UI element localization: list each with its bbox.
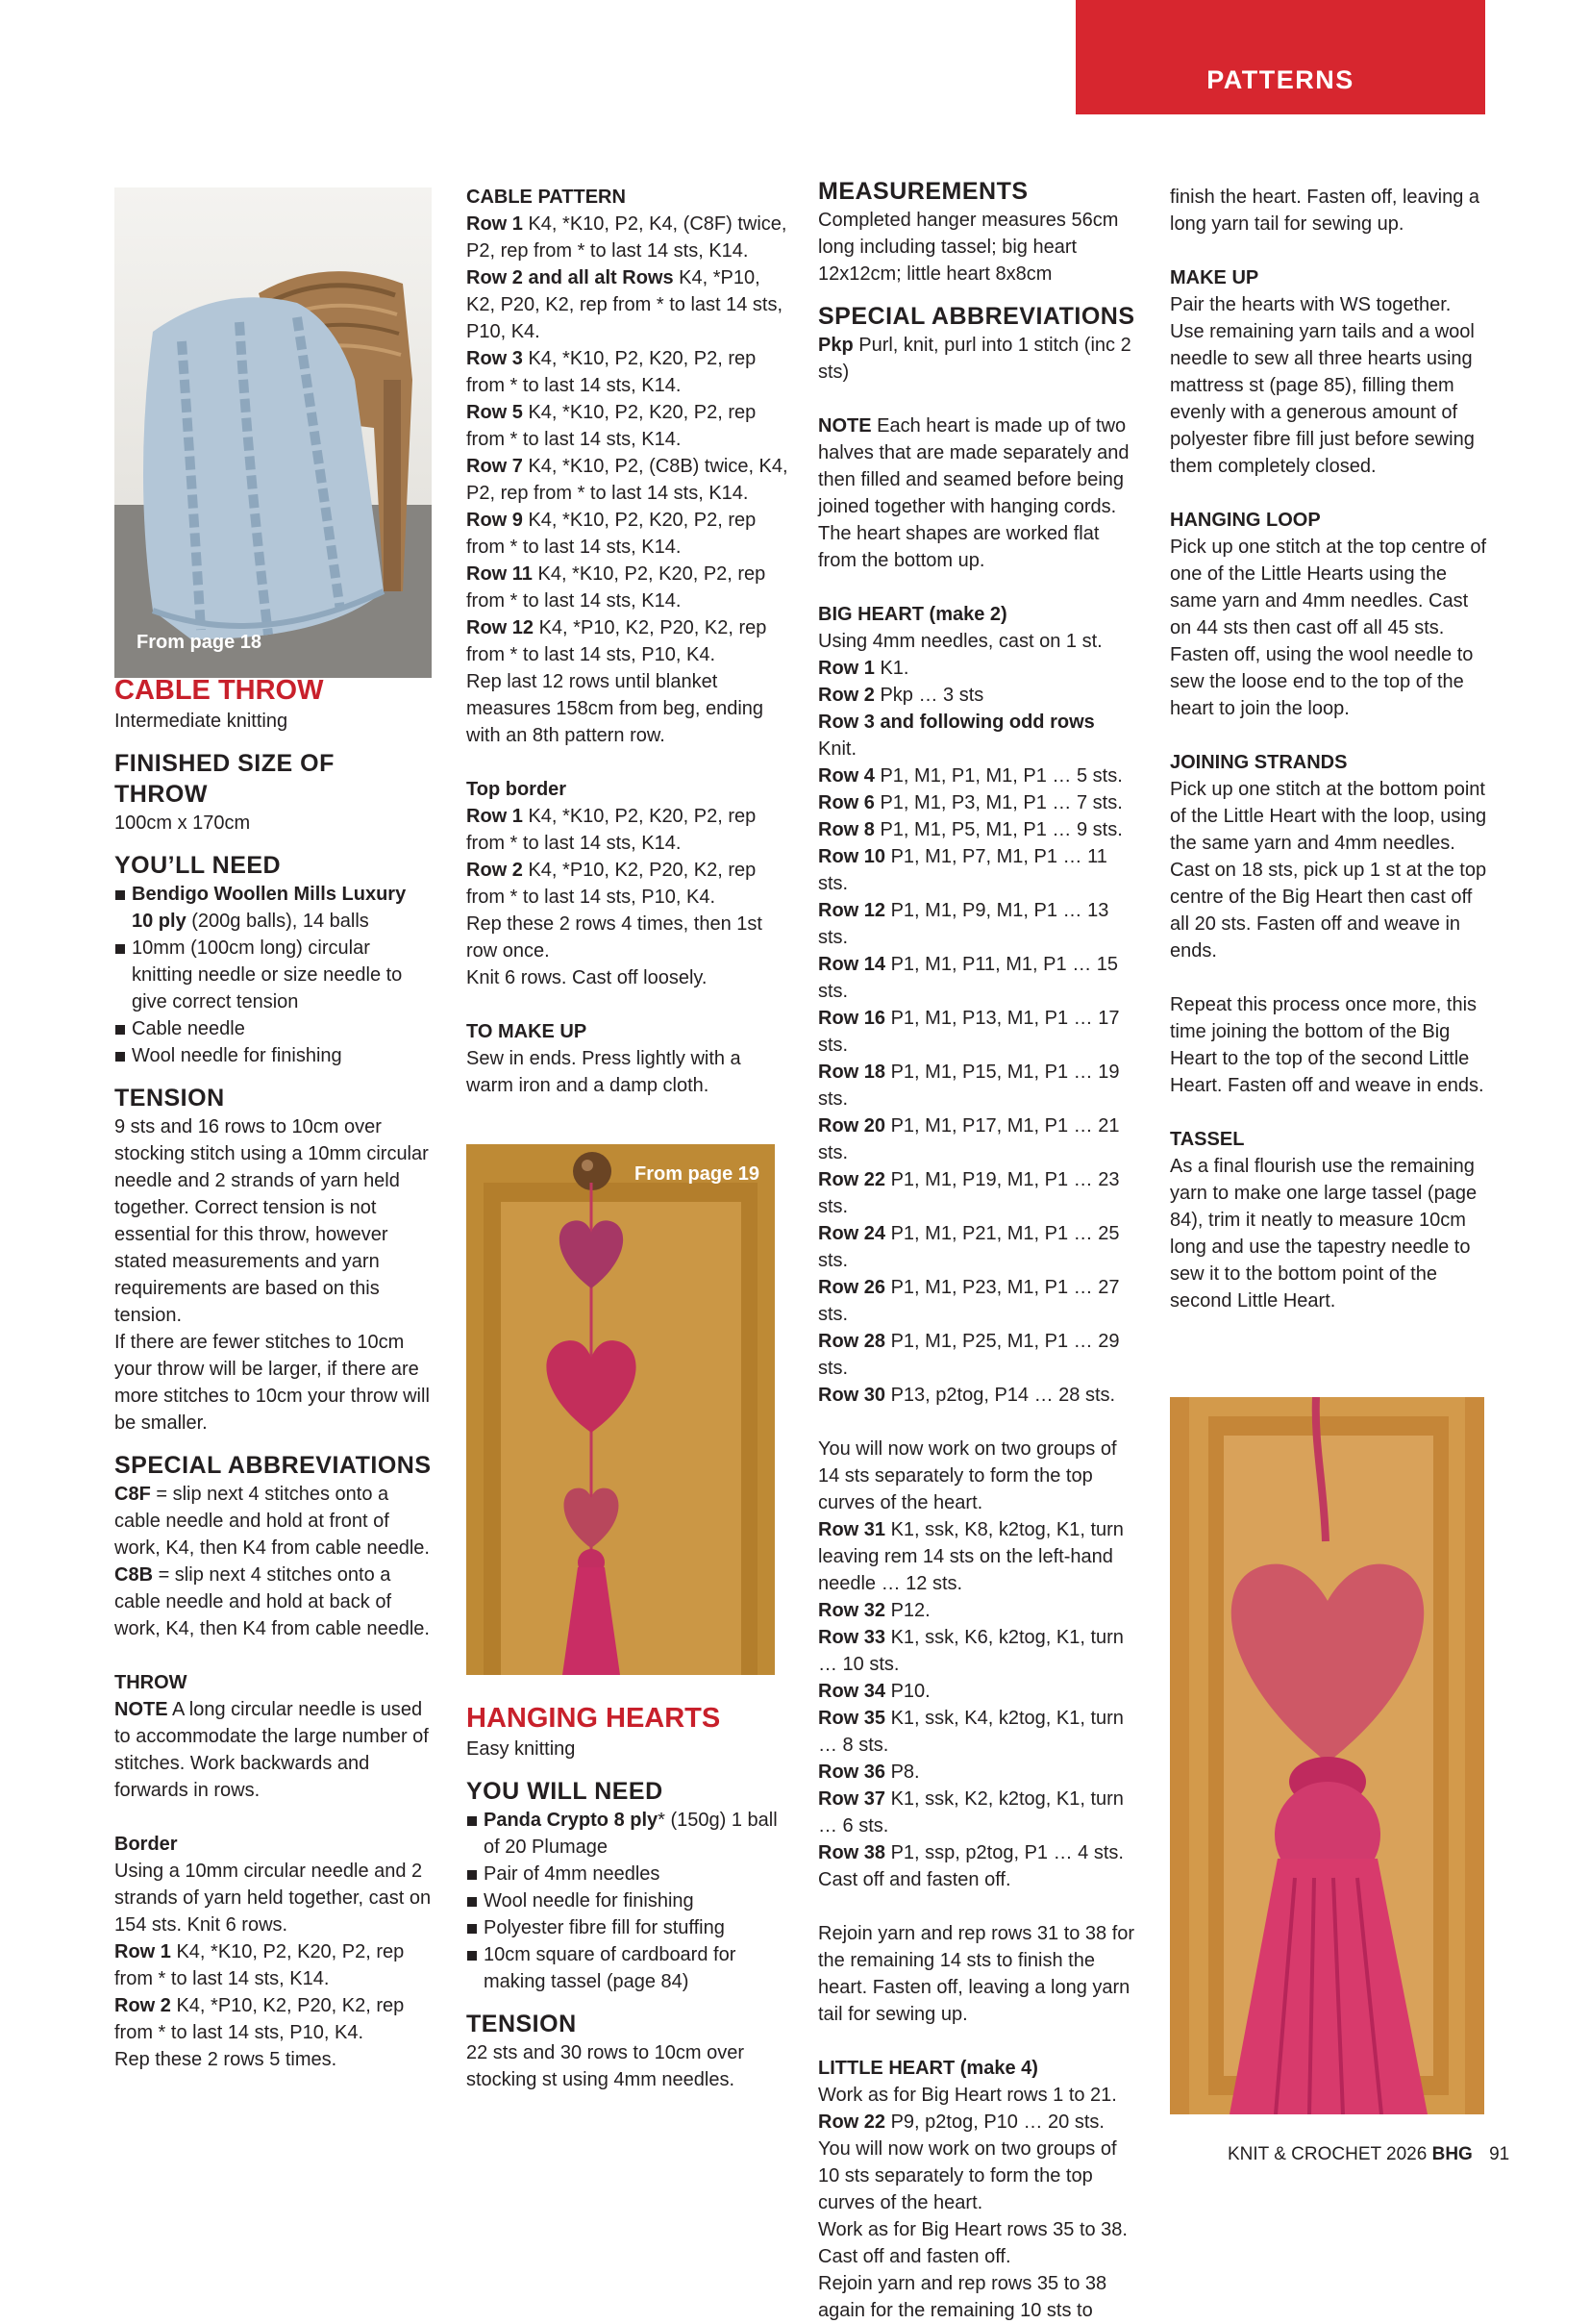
pattern-row: Row 9 K4, *K10, P2, K20, P2, rep from * to last 14 sts, K14. — [466, 510, 757, 558]
little-heart-heading: LITTLE HEART (make 4) — [818, 2058, 1038, 2079]
border-row: Row 1 K4, *K10, P2, K20, P2, rep from * to last 14 sts, K14. — [114, 1941, 405, 1989]
to-make-up-heading: TO MAKE UP — [466, 1021, 587, 1042]
big-heart-row: Row 1 K1. — [818, 658, 909, 679]
heart-tassel-illustration — [1170, 1397, 1484, 2114]
abbr-pkp: Pkp Purl, knit, purl into 1 stitch (inc 2 sts) — [818, 335, 1131, 383]
pattern-row: Row 2 and all alt Rows K4, *P10, K2, P20, K2, rep from * to last 14 sts, P10, K4. — [466, 267, 783, 342]
hanging-hearts-level: Easy knitting — [466, 1738, 576, 1760]
border-row: Row 2 K4, *P10, K2, P20, K2, rep from * to last 14 sts, P10, K4. — [114, 1995, 405, 2043]
big-heart-row: Row 26 P1, M1, P23, M1, P1 … 27 sts. — [818, 1277, 1120, 1325]
little-cast-off-text: Cast off and fasten off. — [818, 2246, 1011, 2267]
pattern-row: Row 3 K4, *K10, P2, K20, P2, rep from * to last 14 sts, K14. — [466, 348, 757, 396]
photo-caption-throw: From page 18 — [137, 632, 262, 653]
curve-row: Row 31 K1, ssk, K8, k2tog, K1, turn leaving rem 14 sts on the left-hand needle … 12 sts. — [818, 1519, 1124, 1594]
cable-pattern-heading: CABLE PATTERN — [466, 187, 626, 208]
to-make-up-text: Sew in ends. Press lightly with a warm iron and a damp cloth. — [466, 1048, 741, 1096]
column-cable-throw — [114, 673, 432, 2073]
curve-row: Row 36 P8. — [818, 1762, 920, 1783]
cast-off-text: Cast off and fasten off. — [818, 1869, 1011, 1890]
curve-row: Row 35 K1, ssk, K4, k2tog, K1, turn … 8 sts. — [818, 1708, 1124, 1756]
pattern-row: Row 11 K4, *K10, P2, K20, P2, rep from * to last 14 sts, K14. — [466, 563, 766, 612]
finished-size-heading: FINISHED SIZE OF THROW — [114, 750, 335, 808]
page-footer — [1228, 2144, 1509, 2165]
tension-text: 9 sts and 16 rows to 10cm over stocking stitch using a 10mm circular needle and 2 strands of yarn held together. Correct tension is not essential for this throw, however stated measurements and yarn requirements are based on this tension. — [114, 1116, 429, 1326]
photo-caption-hearts: From page 19 — [634, 1163, 760, 1185]
section-tab-label: PATTERNS — [1206, 65, 1354, 94]
finished-size-value: 100cm x 170cm — [114, 812, 251, 834]
you-will-need-heading: YOU WILL NEED — [466, 1778, 663, 1805]
throw-note: NOTE A long circular needle is used to accommodate the large number of stitches. Work backwards and forwards in rows. — [114, 1699, 429, 1801]
continued-text: finish the heart. Fasten off, leaving a long yarn tail for sewing up. — [1170, 187, 1480, 235]
big-heart-row: Row 2 Pkp … 3 sts — [818, 685, 984, 706]
hearts-abbr-heading: SPECIAL ABBREVIATIONS — [818, 303, 1135, 330]
footer-magazine: KNIT & CROCHET 2026 — [1228, 2144, 1428, 2164]
big-heart-row: Row 14 P1, M1, P11, M1, P1 … 15 sts. — [818, 954, 1118, 1002]
special-abbreviations-heading: SPECIAL ABBREVIATIONS — [114, 1452, 432, 1479]
throw-heading: THROW — [114, 1672, 187, 1693]
hanging-loop-text: Pick up one stitch at the top centre of one of the Little Hearts using the same yarn and 4mm needles. Cast on 44 sts then cast off all 45 sts. Fasten off, using the wool needle to sew the loose end to the top of the heart to join the loop. — [1170, 537, 1487, 719]
curve-row: Row 37 K1, ssk, K2, k2tog, K1, turn … 6 sts. — [818, 1788, 1124, 1837]
big-heart-row: Knit. — [818, 738, 857, 760]
pattern-row: Row 5 K4, *K10, P2, K20, P2, rep from * to last 14 sts, K14. — [466, 402, 757, 450]
pattern-row: Row 1 K4, *K10, P2, K4, (C8F) twice, P2, rep from * to last 14 sts, K14. — [466, 213, 787, 262]
section-tab — [1076, 0, 1485, 114]
curve-row: Row 38 P1, ssp, p2tog, P1 … 4 sts. — [818, 1842, 1124, 1863]
little-heart-row: Row 22 P9, p2tog, P10 … 20 sts. — [818, 2112, 1105, 2133]
cable-throw-photo — [114, 187, 432, 678]
list-item: Bendigo Woollen Mills Luxury 10 ply (200g balls), 14 balls — [114, 881, 432, 935]
curve-row: Row 33 K1, ssk, K6, k2tog, K1, turn … 10 sts. — [818, 1627, 1124, 1675]
hearts-tension-heading: TENSION — [466, 2011, 577, 2037]
list-item: Pair of 4mm needles — [466, 1861, 788, 1887]
list-item: 10cm square of cardboard for making tassel (page 84) — [466, 1941, 788, 1995]
tassel-text: As a final flourish use the remaining yarn to make one large tassel (page 84), trim it neatly to measure 10cm long and use the tapestry needle to sew it to the bottom point of the second Little Heart. — [1170, 1156, 1478, 1312]
list-item: Polyester fibre fill for stuffing — [466, 1914, 788, 1941]
hanging-loop-heading: HANGING LOOP — [1170, 510, 1321, 531]
youll-need-heading: YOU’LL NEED — [114, 852, 282, 879]
big-heart-row: Row 28 P1, M1, P25, M1, P1 … 29 sts. — [818, 1331, 1120, 1379]
big-heart-row: Row 3 and following odd rows — [818, 712, 1095, 733]
cable-throw-title: CABLE THROW — [114, 675, 324, 706]
big-heart-row: Row 8 P1, M1, P5, M1, P1 … 9 sts. — [818, 819, 1123, 840]
big-heart-row: Row 16 P1, M1, P13, M1, P1 … 17 sts. — [818, 1008, 1120, 1056]
joining-strands-text: Pick up one stitch at the bottom point of the Little Heart with the loop, using the same yarn and 4mm needles. Cast on 18 sts, pick up 1 st at the top centre of the Big Heart then cast off all 20 sts. Fasten off and weave in ends. — [1170, 779, 1487, 962]
big-heart-row: Row 24 P1, M1, P21, M1, P1 … 25 sts. — [818, 1223, 1120, 1271]
big-heart-row: Row 22 P1, M1, P19, M1, P1 … 23 sts. — [818, 1169, 1120, 1217]
big-heart-row: Row 12 P1, M1, P9, M1, P1 … 13 sts. — [818, 900, 1109, 948]
list-item: Panda Crypto 8 ply* (150g) 1 ball of 20 Plumage — [466, 1807, 788, 1861]
list-item: Wool needle for finishing — [114, 1042, 432, 1069]
rejoin-text: Rejoin yarn and rep rows 31 to 38 for the remaining 14 sts to finish the heart. Fasten off, leaving a long yarn tail for sewing up. — [818, 1923, 1135, 2025]
cable-throw-illustration — [114, 187, 432, 678]
pattern-repeat: Rep last 12 rows until blanket measures 158cm from beg, ending with an 8th pattern row. — [466, 671, 764, 746]
hanging-hearts-intro — [466, 1701, 788, 2093]
hearts-tension-text: 22 sts and 30 rows to 10cm over stocking st using 4mm needles. — [466, 2042, 745, 2090]
hanging-hearts-illustration — [466, 1144, 775, 1675]
top-border-finish: Knit 6 rows. Cast off loosely. — [466, 967, 708, 988]
hanging-hearts-title: HANGING HEARTS — [466, 1703, 721, 1734]
cable-throw-level: Intermediate knitting — [114, 711, 288, 732]
little-groups-text: You will now work on two groups of 10 sts separately to form the top curves of the heart. — [818, 2138, 1117, 2213]
cable-throw-materials — [114, 881, 432, 1069]
abbr-c8b: C8B = slip next 4 stitches onto a cable needle and hold at back of work, K4, then K4 from cable needle. — [114, 1564, 430, 1639]
little-work-text: Work as for Big Heart rows 35 to 38. — [818, 2219, 1128, 2240]
big-heart-row: Row 20 P1, M1, P17, M1, P1 … 21 sts. — [818, 1115, 1120, 1163]
big-heart-row: Row 4 P1, M1, P1, M1, P1 … 5 sts. — [818, 765, 1123, 787]
tassel-heading: TASSEL — [1170, 1129, 1245, 1150]
big-heart-row: Row 6 P1, M1, P3, M1, P1 … 7 sts. — [818, 792, 1123, 813]
curve-row: Row 34 P10. — [818, 1681, 931, 1702]
heart-tassel-photo — [1170, 1397, 1484, 2114]
big-heart-row: Row 30 P13, p2tog, P14 … 28 sts. — [818, 1385, 1116, 1406]
top-border-row: Row 1 K4, *K10, P2, K20, P2, rep from * to last 14 sts, K14. — [466, 806, 757, 854]
big-heart-intro: Using 4mm needles, cast on 1 st. — [818, 631, 1103, 652]
curve-row: Row 32 P12. — [818, 1600, 931, 1621]
make-up-text: Pair the hearts with WS together. Use remaining yarn tails and a wool needle to sew all three hearts using mattress st (page 85), filling them evenly with a generous amount of polyester fibre fill just before sewing them completely closed. — [1170, 294, 1475, 477]
top-border-row: Row 2 K4, *P10, K2, P20, K2, rep from * to last 14 sts, P10, K4. — [466, 860, 757, 908]
border-heading: Border — [114, 1834, 178, 1855]
big-heart-row: Row 18 P1, M1, P15, M1, P1 … 19 sts. — [818, 1062, 1120, 1110]
little-heart-intro: Work as for Big Heart rows 1 to 21. — [818, 2085, 1117, 2106]
top-border-repeat: Rep these 2 rows 4 times, then 1st row once. — [466, 913, 762, 962]
groups-text: You will now work on two groups of 14 sts separately to form the top curves of the heart. — [818, 1438, 1117, 1513]
list-item: Wool needle for finishing — [466, 1887, 788, 1914]
tension-text-2: If there are fewer stitches to 10cm your throw will be larger, if there are more stitches to 10cm your throw will be smaller. — [114, 1332, 430, 1434]
border-text: Using a 10mm circular needle and 2 strands of yarn held together, cast on 154 sts. Knit 6 rows. — [114, 1861, 432, 1936]
hanging-hearts-photo — [466, 1144, 775, 1675]
measurements-text: Completed hanger measures 56cm long including tassel; big heart 12x12cm; little heart 8x8cm — [818, 210, 1119, 285]
repeat-text: Repeat this process once more, this time joining the bottom of the Big Heart to the top of the second Little Heart. Fasten off and weave in ends. — [1170, 994, 1484, 1096]
little-rejoin-text: Rejoin yarn and rep rows 35 to 38 again for the remaining 10 sts to — [818, 2273, 1107, 2321]
make-up-heading: MAKE UP — [1170, 267, 1259, 288]
column-hearts-pattern — [818, 176, 1140, 2324]
joining-strands-heading: JOINING STRANDS — [1170, 752, 1348, 773]
abbr-c8f: C8F = slip next 4 stitches onto a cable needle and hold at front of work, K4, then K4 from cable needle. — [114, 1484, 430, 1559]
list-item: Cable needle — [114, 1015, 432, 1042]
hearts-note: NOTE Each heart is made up of two halves that are made separately and then filled and seamed before being joined together with hanging cords. The heart shapes are worked flat from the bottom up. — [818, 415, 1130, 571]
tension-heading: TENSION — [114, 1085, 225, 1112]
column-make-up — [1170, 184, 1487, 1314]
measurements-heading: MEASUREMENTS — [818, 178, 1029, 205]
border-repeat: Rep these 2 rows 5 times. — [114, 2049, 337, 2070]
hanging-hearts-materials — [466, 1807, 788, 1995]
pattern-row: Row 12 K4, *P10, K2, P20, K2, rep from * to last 14 sts, P10, K4. — [466, 617, 767, 665]
list-item: 10mm (100cm long) circular knitting needle or size needle to give correct tension — [114, 935, 432, 1015]
top-border-heading: Top border — [466, 779, 567, 800]
pattern-row: Row 7 K4, *K10, P2, (C8B) twice, K4, P2, rep from * to last 14 sts, K14. — [466, 456, 788, 504]
footer-brand: BHG — [1431, 2144, 1473, 2164]
big-heart-heading: BIG HEART (make 2) — [818, 604, 1007, 625]
big-heart-row: Row 10 P1, M1, P7, M1, P1 … 11 sts. — [818, 846, 1107, 894]
page-number: 91 — [1489, 2144, 1510, 2164]
